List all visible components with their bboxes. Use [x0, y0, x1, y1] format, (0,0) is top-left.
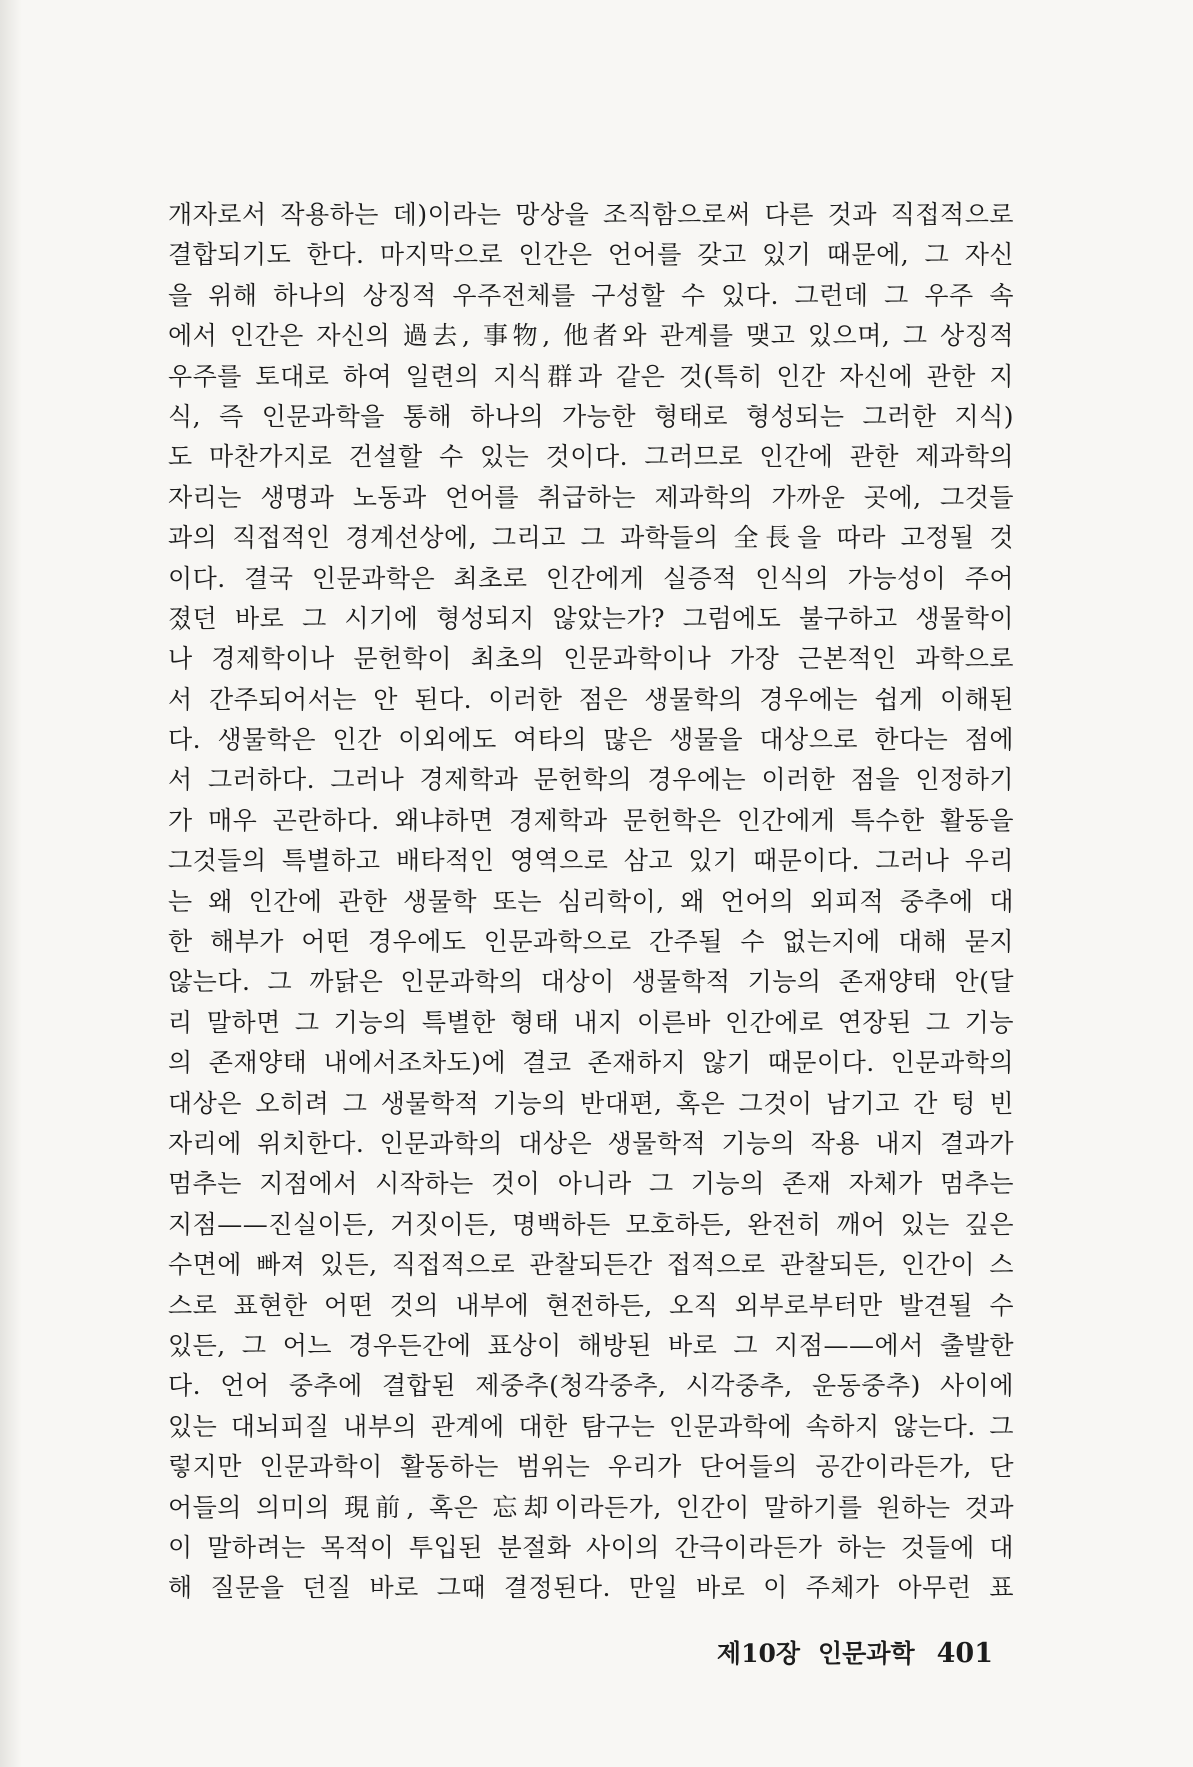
- page-number: 401: [936, 1638, 993, 1669]
- text-line: 다. 언어 중추에 결합된 제중추(청각중추, 시각중추, 운동중추) 사이에: [168, 1371, 1014, 1401]
- scan-edge-shadow: [0, 0, 22, 1767]
- text-line: 수면에 빠져 있든, 직접적으로 관찰되든간 접적으로 관찰되든, 인간이 스: [168, 1250, 1014, 1280]
- text-line: 개자로서 작용하는 데)이라는 망상을 조직함으로써 다른 것과 직접적으로: [168, 200, 1014, 229]
- text-line: 그것들의 특별하고 배타적인 영역으로 삼고 있기 때문이다. 그러나 우리: [168, 846, 1014, 876]
- text-line: 결합되기도 한다. 마지막으로 인간은 언어를 갖고 있기 때문에, 그 자신: [168, 240, 1014, 270]
- text-line: 서 그러하다. 그러나 경제학과 문헌학의 경우에는 이러한 점을 인정하기: [168, 765, 1014, 795]
- text-line: 해 질문을 던질 바로 그때 결정된다. 만일 바로 이 주체가 아무런 표: [168, 1573, 1014, 1603]
- text-line: 에서 인간은 자신의 過去, 事物, 他者와 관계를 맺고 있으며, 그 상징적: [168, 321, 1014, 351]
- text-line: 도 마찬가지로 건설할 수 있는 것이다. 그러므로 인간에 관한 제과학의: [168, 442, 1014, 472]
- text-line: 렇지만 인문과학이 활동하는 범위는 우리가 단어들의 공간이라든가, 단: [168, 1452, 1014, 1482]
- text-line: 졌던 바로 그 시기에 형성되지 않았는가? 그럼에도 불구하고 생물학이: [168, 603, 1014, 633]
- text-line: 이다. 결국 인문과학은 최초로 인간에게 실증적 인식의 가능성이 주어: [168, 563, 1014, 593]
- text-line: 서 간주되어서는 안 된다. 이러한 점은 생물학의 경우에는 쉽게 이해된: [168, 684, 1014, 714]
- text-line: 있든, 그 어느 경우든간에 표상이 해방된 바로 그 지점——에서 출발한: [168, 1330, 1014, 1360]
- page-footer: [717, 1638, 993, 1670]
- text-line: 리 말하면 그 기능의 특별한 형태 내지 이른바 인간에로 연장된 그 기능: [168, 1007, 1014, 1037]
- text-line: 다. 생물학은 인간 이외에도 여타의 많은 생물을 대상으로 한다는 점에: [168, 725, 1014, 755]
- text-line: 식, 즉 인문과학을 통해 하나의 가능한 형태로 형성되는 그러한 지식): [168, 401, 1014, 431]
- text-line: 멈추는 지점에서 시작하는 것이 아니라 그 기능의 존재 자체가 멈추는: [168, 1169, 1014, 1199]
- text-line: 어들의 의미의 現前, 혹은 忘却이라든가, 인간이 말하기를 원하는 것과: [168, 1492, 1014, 1522]
- text-line: 우주를 토대로 하여 일련의 지식群과 같은 것(특히 인간 자신에 관한 지: [168, 361, 1014, 391]
- text-line: 을 위해 하나의 상징적 우주전체를 구성할 수 있다. 그런데 그 우주 속: [168, 280, 1014, 310]
- text-line: 있는 대뇌피질 내부의 관계에 대한 탐구는 인문과학에 속하지 않는다. 그: [168, 1411, 1014, 1441]
- chapter-title: 인문과학: [818, 1639, 915, 1668]
- text-line: 않는다. 그 까닭은 인문과학의 대상이 생물학적 기능의 존재양태 안(달: [168, 967, 1014, 997]
- text-line: 스로 표현한 어떤 것의 내부에 현전하든, 오직 외부로부터만 발견될 수: [168, 1290, 1014, 1320]
- text-line: 나 경제학이나 문헌학이 최초의 인문과학이나 가장 근본적인 과학으로: [168, 644, 1014, 674]
- text-line: 자리는 생명과 노동과 언어를 취급하는 제과학의 가까운 곳에, 그것들: [168, 482, 1014, 512]
- text-line: 는 왜 인간에 관한 생물학 또는 심리학이, 왜 언어의 외피적 중추에 대: [168, 886, 1014, 916]
- text-line: 이 말하려는 목적이 투입된 분절화 사이의 간극이라든가 하는 것들에 대: [168, 1532, 1014, 1562]
- text-line: 대상은 오히려 그 생물학적 기능의 반대편, 혹은 그것이 남기고 간 텅 빈: [168, 1088, 1014, 1118]
- text-line: 의 존재양태 내에서조차도)에 결코 존재하지 않기 때문이다. 인문과학의: [168, 1048, 1014, 1078]
- text-line: 자리에 위치한다. 인문과학의 대상은 생물학적 기능의 작용 내지 결과가: [168, 1128, 1014, 1158]
- text-line: 한 해부가 어떤 경우에도 인문과학으로 간주될 수 없는지에 대해 묻지: [168, 927, 1014, 957]
- chapter-label: 제10장: [716, 1639, 801, 1668]
- text-line: 과의 직접적인 경계선상에, 그리고 그 과학들의 全長을 따라 고정될 것: [168, 523, 1014, 553]
- text-line: 가 매우 곤란하다. 왜냐하면 경제학과 문헌학은 인간에게 특수한 활동을: [168, 805, 1014, 835]
- body-text: [168, 195, 1014, 1609]
- text-line: 지점——진실이든, 거짓이든, 명백하든 모호하든, 완전히 깨어 있는 깊은: [168, 1209, 1014, 1239]
